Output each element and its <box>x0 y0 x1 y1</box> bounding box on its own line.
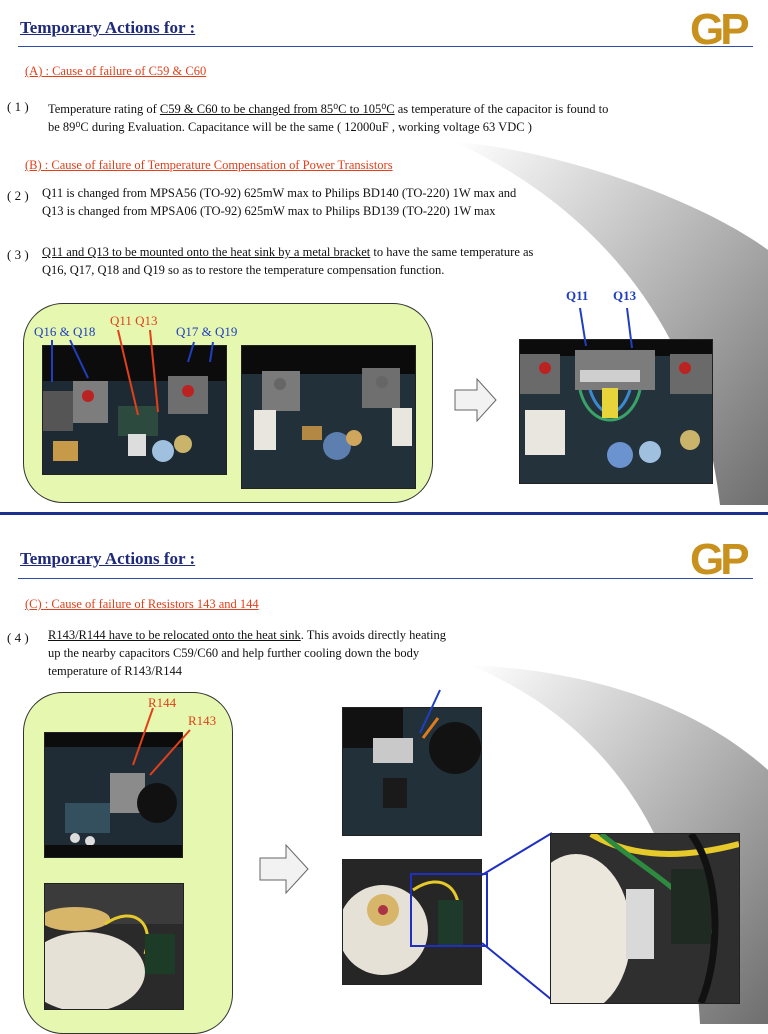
item-4-post: . This avoids directly heating <box>300 628 446 642</box>
gp-logo: GP <box>690 5 746 54</box>
slide-divider <box>0 512 768 515</box>
item-3-underlined: Q11 and Q13 to be mounted onto the heat sink by a metal bracket <box>42 245 371 259</box>
item-1-pre: Temperature rating of <box>48 102 160 116</box>
gp-logo-2: GP <box>690 535 746 584</box>
item-2-line2: Q13 is changed from MPSA06 (TO-92) 625mW max to Philips BD139 (TO-220) 1W max <box>42 204 496 218</box>
pcb-photo-illustration <box>343 708 481 835</box>
section-b-heading: (B) : Cause of failure of Temperature Compensation of Power Transistors <box>25 158 393 172</box>
item-4-text <box>48 626 508 680</box>
item-3-post: to have the same temperature as <box>370 245 534 259</box>
transformer-photo-illustration <box>45 884 183 1009</box>
item-3-line2: Q16, Q17, Q18 and Q19 so as to restore the temperature compensation function. <box>42 263 445 277</box>
item-4-line3: temperature of R143/R144 <box>48 664 182 678</box>
before-photo-4 <box>44 883 184 1010</box>
label-q16-q18: Q16 & Q18 <box>34 324 96 339</box>
zoomed-illustration <box>551 834 739 1003</box>
item-2-number: ( 2 ) <box>7 188 29 203</box>
section-a-heading: (A) : Cause of failure of C59 & C60 <box>25 64 207 78</box>
label-q11-q13: Q11 Q13 <box>110 313 158 328</box>
label-r144: R144 <box>148 695 177 710</box>
item-3-number: ( 3 ) <box>7 247 29 262</box>
label-q13: Q13 <box>613 288 637 303</box>
section-c-heading: (C) : Cause of failure of Resistors 143 and 144 <box>25 597 259 611</box>
right-arrow-icon <box>258 843 310 895</box>
label-q17-q19: Q17 & Q19 <box>176 324 238 339</box>
zoom-lines <box>480 830 555 1005</box>
title-underline-2 <box>18 578 753 579</box>
zoomed-photo <box>550 833 740 1004</box>
item-1-underlined: C59 & C60 to be changed from 85⁰C to 105⁰C <box>159 102 395 116</box>
label-q11: Q11 <box>566 288 589 303</box>
item-2-line1: Q11 is changed from MPSA56 (TO-92) 625mW max to Philips BD140 (TO-220) 1W max and <box>42 186 517 200</box>
page-title-2: Temporary Actions for : <box>20 549 196 568</box>
zoom-highlight-box <box>410 873 488 947</box>
item-1-number: ( 1 ) <box>7 99 29 114</box>
callout-line-3 <box>415 688 445 738</box>
item-4-number: ( 4 ) <box>7 630 29 645</box>
item-1-post: as temperature of the capacitor is found to <box>394 102 609 116</box>
item-1-line2: be 89⁰C during Evaluation. Capacitance will be the same ( 12000uF , working voltage 63 VDC ) <box>48 120 532 134</box>
item-4-underlined: R143/R144 have to be relocated onto the heat sink <box>48 628 301 642</box>
page-title: Temporary Actions for : <box>20 18 196 37</box>
label-r143: R143 <box>188 713 217 728</box>
after-photo-2 <box>342 707 482 836</box>
item-4-line2: up the nearby capacitors C59/C60 and help further cooling down the body <box>48 646 420 660</box>
callout-lines-2 <box>0 690 240 780</box>
